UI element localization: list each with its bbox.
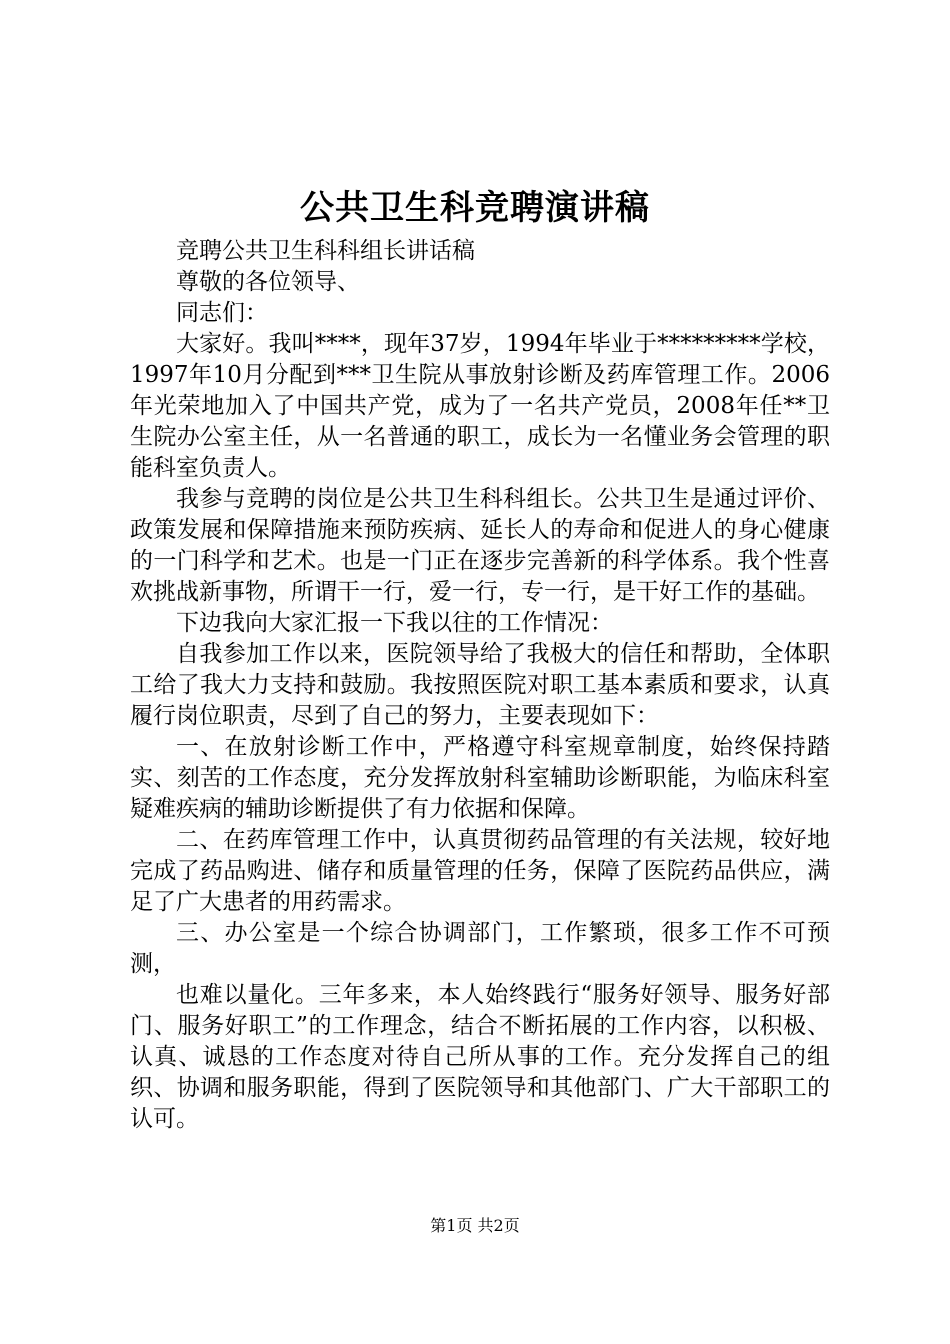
paragraph-intro: 大家好。我叫****，现年37岁，1994年毕业于*********学校，1997年10月分配到***卫生院从事放射诊断及药库管理工作。2006年光荣地加入了中国共产党，成为了一名共产党员，2008年任**卫生院办公室主任，从一名普通的职工，成长为一名懂业务会管理的职能科室负责人。: [130, 331, 830, 481]
paragraph-salutation: 尊敬的各位领导、: [176, 269, 360, 295]
paragraph-overview: 自我参加工作以来，医院领导给了我极大的信任和帮助，全体职工给了我大力支持和鼓励。我按照医院对职工基本素质和要求，认真履行岗位职责，尽到了自己的努力，主要表现如下：: [130, 641, 830, 729]
paragraph-item-3-cont: 也难以量化。三年多来，本人始终践行“服务好领导、服务好部门、服务好职工”的工作理念，结合不断拓展的工作内容，以积极、认真、诚恳的工作态度对待自己所从事的工作。充分发挥自己的组织、协调和服务职能，得到了医院领导和其他部门、广大干部职工的认可。: [130, 982, 830, 1132]
paragraph-position: 我参与竞聘的岗位是公共卫生科科组长。公共卫生是通过评价、政策发展和保障措施来预防疾病、延长人的寿命和促进人的身心健康的一门科学和艺术。也是一门正在逐步完善新的科学体系。我个性喜欢挑战新事物，所谓干一行，爱一行，专一行，是干好工作的基础。: [130, 486, 830, 605]
paragraph-heading: 竞聘公共卫生科科组长讲话稿: [176, 238, 475, 264]
document-body: [130, 236, 830, 1135]
document-title: 公共卫生科竞聘演讲稿: [300, 188, 650, 228]
paragraph-item-1: 一、在放射诊断工作中，严格遵守科室规章制度，始终保持踏实、刻苦的工作态度，充分发挥放射科室辅助诊断职能，为临床科室疑难疾病的辅助诊断提供了有力依据和保障。: [130, 734, 830, 822]
paragraph-item-2: 二、在药库管理工作中，认真贯彻药品管理的有关法规，较好地完成了药品购进、储存和质量管理的任务，保障了医院药品供应，满足了广大患者的用药需求。: [130, 827, 830, 915]
paragraph-report-lead: 下边我向大家汇报一下我以往的工作情况：: [176, 610, 613, 636]
page-footer: 第1页 共2页: [430, 1216, 520, 1235]
paragraph-salutation-2: 同志们：: [176, 300, 268, 326]
paragraph-item-3: 三、办公室是一个综合协调部门，工作繁琐，很多工作不可预测，: [130, 920, 830, 977]
